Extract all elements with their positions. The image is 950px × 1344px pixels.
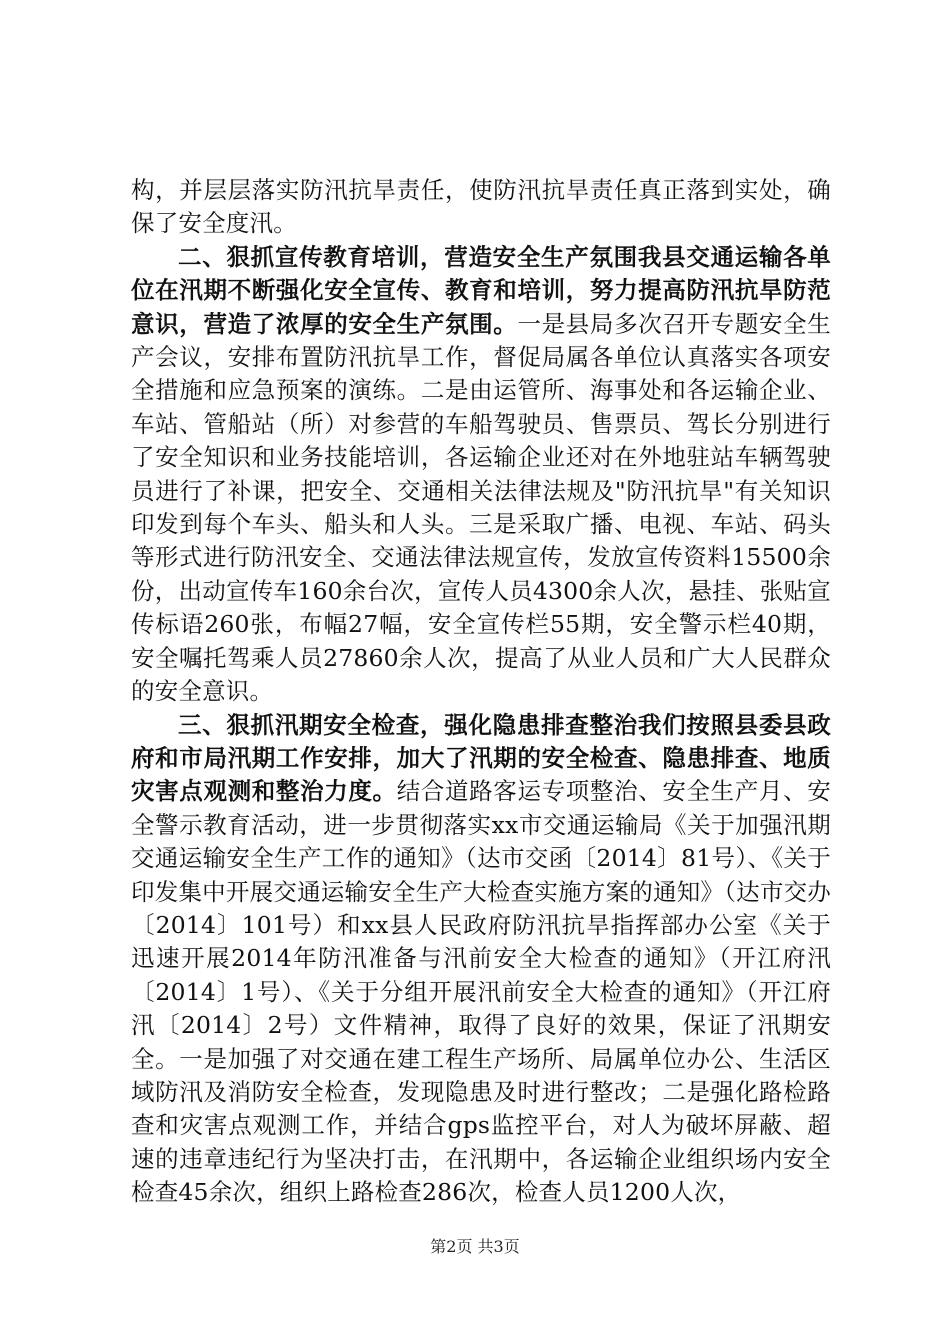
- section-three-text: 结合道路客运专项整治、安全生产月、安全警示教育活动，进一步贯彻落实xx市交通运输局《关于加强汛期交通运输安全生产工作的通知》（达市交函〔2014〕81号）、《关于印发集中开展交通运输安全生产大检查实施方案的通知》（达市交办〔2014〕101号）和xx县人民政府防汛抗旱指挥部办公室《关于迅速开展2014年防汛准备与汛前安全大检查的通知》（开江府汛〔2014〕1号）、《关于分组开展汛前安全大检查的通知》（开江府汛〔2014〕2号）文件精神，取得了良好的效果，保证了汛期安全。一是加强了对交通在建工程生产场所、局属单位办公、生活区域防汛及消防安全检查，发现隐患及时进行整改；二是强化路检路查和灾害点观测工作，并结合gps监控平台，对人为破坏屏蔽、超速的违章违纪行为坚决打击，在汛期中，各运输企业组织场内安全检查45余次，组织上路检查286次，检查人员1200人次，: [131, 777, 831, 1207]
- paragraph-section-two: [131, 241, 831, 709]
- page-footer: [0, 1237, 950, 1257]
- paragraph-text: 构，并层层落实防汛抗旱责任，使防汛抗旱责任真正落到实处，确保了安全度汛。: [131, 176, 831, 238]
- section-three-heading: 三、狠抓汛期安全检查，强化隐患排查整治我们按照县委县政府和市局汛期工作安排，加大了汛期的安全检查、隐患排查、地质灾害点观测和整治力度。: [131, 710, 831, 806]
- paragraph-continuation: [131, 174, 831, 241]
- page-number: 第2页 共3页: [430, 1237, 520, 1256]
- paragraph-section-three: [131, 709, 831, 1210]
- section-two-heading: 二、狠抓宣传教育培训，营造安全生产氛围我县交通运输各单位在汛期不断强化安全宣传、教育和培训，努力提高防汛抗旱防范意识，营造了浓厚的安全生产氛围。: [131, 242, 831, 338]
- document-body: [131, 174, 831, 1210]
- section-two-text: 一是县局多次召开专题安全生产会议，安排布置防汛抗旱工作，督促局属各单位认真落实各项安全措施和应急预案的演练。二是由运管所、海事处和各运输企业、车站、管船站（所）对参营的车船驾驶员、售票员、驾长分别进行了安全知识和业务技能培训，各运输企业还对在外地驻站车辆驾驶员进行了补课，把安全、交通相关法律法规及"防汛抗旱"有关知识印发到每个车头、船头和人头。三是采取广播、电视、车站、码头等形式进行防汛安全、交通法律法规宣传，发放宣传资料15500余份，出动宣传车160余台次，宣传人员4300余人次，悬挂、张贴宣传标语260张，布幅27幅，安全宣传栏55期，安全警示栏40期，安全嘱托驾乘人员27860余人次，提高了从业人员和广大人民群众的安全意识。: [131, 309, 831, 706]
